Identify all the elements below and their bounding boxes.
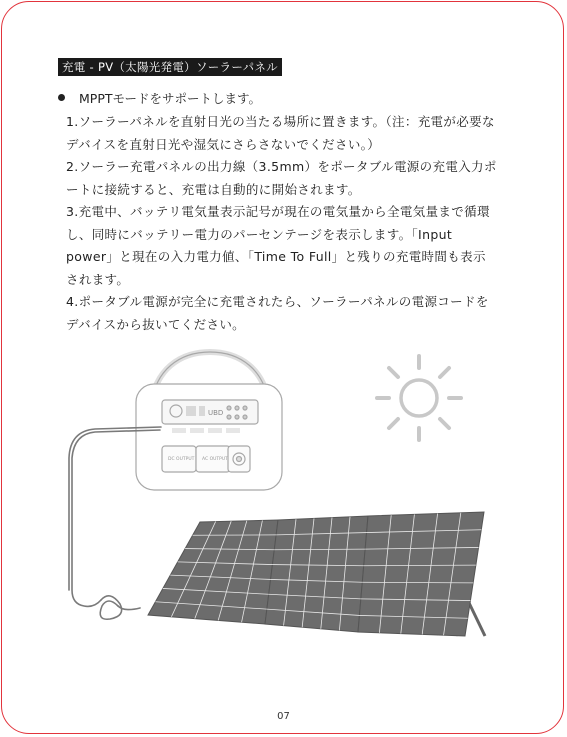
step-4: 4.ポータブル電源が完全に充電されたら、ソーラーパネルの電源コードをデバイスから抜いてください。 xyxy=(66,294,489,332)
step-1: 1.ソーラーパネルを直射日光の当たる場所に置きます。（注：充電が必要なデバイスを直射日光や湿気にさらさないでください。） xyxy=(66,114,495,152)
solar-cell-line xyxy=(362,582,473,583)
port-left-label: DC OUTPUT xyxy=(168,457,195,462)
solar-cell-line xyxy=(364,565,476,566)
device-brand: UBD xyxy=(208,409,224,417)
bullet-text: MPPTモードをサポートします。 xyxy=(79,91,261,106)
port-right-label: AC OUTPUT xyxy=(202,457,228,462)
step-3: 3.充電中、バッテリ電気量表示記号が現在の電気量から全電気量まで循環し、同時にバッテリー電力のパーセンテージを表示します。「Input power」と現在の入力電力値、「Time To Full」と残りの充電時間も表示されます。 xyxy=(66,204,490,287)
section-title: 充電 - PV（太陽光発電）ソーラーパネル xyxy=(58,58,282,76)
power-station-illustration xyxy=(136,352,282,490)
step-2: 2.ソーラー充電パネルの出力線（3.5mm）をポータブル電源の充電入力ポートに接続すると、充電は自動的に開始されます。 xyxy=(66,159,497,197)
page-number: 07 xyxy=(277,711,290,722)
sun-icon xyxy=(377,356,461,440)
